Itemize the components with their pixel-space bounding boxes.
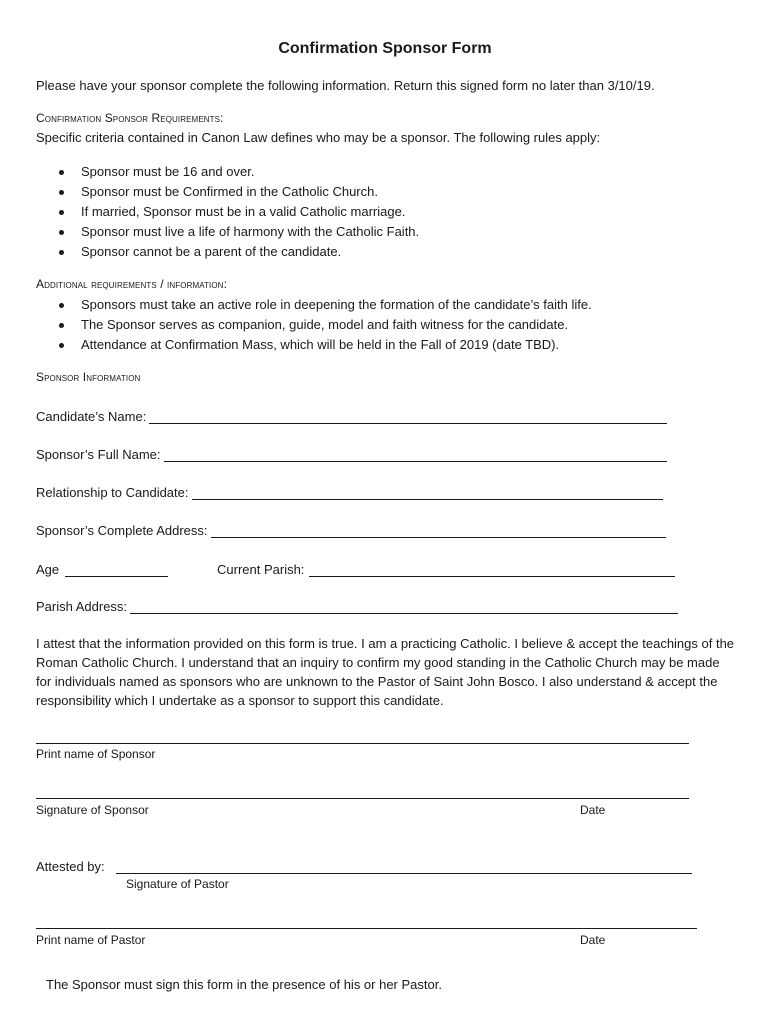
list-item: Attendance at Confirmation Mass, which will be held in the Fall of 2019 (date TBD). [58, 335, 592, 355]
list-item: Sponsor must be 16 and over. [58, 162, 419, 182]
pastor-signature-line[interactable] [116, 873, 692, 874]
date-label: Date [580, 933, 606, 947]
print-name-pastor-line[interactable] [36, 928, 697, 929]
current-parish-label: Current Parish: [217, 562, 305, 577]
date-label: Date [580, 803, 606, 817]
sponsor-address-label: Sponsor’s Complete Address: [36, 523, 208, 538]
current-parish-field [217, 559, 675, 577]
signature-pastor-label: Signature of Pastor [126, 877, 229, 891]
attested-by-label: Attested by: [36, 859, 105, 874]
intro-text: Please have your sponsor complete the following information. Return this signed form no later than 3/10/19. [36, 78, 655, 93]
print-name-sponsor-line[interactable] [36, 743, 689, 744]
parish-address-field [36, 596, 678, 614]
sponsor-full-name-label: Sponsor’s Full Name: [36, 447, 161, 462]
age-field [36, 559, 168, 577]
print-name-pastor-label: Print name of Pastor [36, 933, 146, 947]
candidate-name-label: Candidate’s Name: [36, 409, 147, 424]
parish-address-input[interactable] [130, 599, 678, 614]
list-item: The Sponsor serves as companion, guide, model and faith witness for the candidate. [58, 315, 592, 335]
additional-heading: Additional requirements / information: [36, 277, 227, 291]
additional-list [58, 295, 592, 355]
list-item: Sponsor must live a life of harmony with the Catholic Faith. [58, 222, 419, 242]
sponsor-full-name-input[interactable] [164, 447, 667, 462]
relationship-field [36, 482, 663, 500]
footer-note: The Sponsor must sign this form in the presence of his or her Pastor. [46, 977, 442, 992]
current-parish-input[interactable] [309, 562, 675, 577]
list-item: Sponsor cannot be a parent of the candidate. [58, 242, 419, 262]
relationship-label: Relationship to Candidate: [36, 485, 189, 500]
sponsor-address-input[interactable] [211, 523, 666, 538]
list-item: If married, Sponsor must be in a valid Catholic marriage. [58, 202, 419, 222]
candidate-name-field [36, 406, 667, 424]
age-input[interactable] [65, 562, 168, 577]
signature-sponsor-label: Signature of Sponsor [36, 803, 149, 817]
relationship-input[interactable] [192, 485, 663, 500]
page-title: Confirmation Sponsor Form [278, 40, 492, 57]
print-name-sponsor-label: Print name of Sponsor [36, 747, 156, 761]
requirements-heading: Confirmation Sponsor Requirements: [36, 111, 224, 125]
requirements-list [58, 162, 419, 262]
requirements-text: Specific criteria contained in Canon Law defines who may be a sponsor. The following rules apply: [36, 130, 601, 145]
parish-address-label: Parish Address: [36, 599, 128, 614]
sponsor-full-name-field [36, 444, 667, 462]
age-label: Age [36, 562, 60, 577]
signature-sponsor-line[interactable] [36, 798, 689, 799]
candidate-name-input[interactable] [149, 409, 667, 424]
list-item: Sponsor must be Confirmed in the Catholic Church. [58, 182, 419, 202]
sponsor-address-field [36, 520, 666, 538]
list-item: Sponsors must take an active role in deepening the formation of the candidate’s faith life. [58, 295, 592, 315]
sponsor-info-heading: Sponsor Information [36, 370, 141, 384]
attestation-paragraph: I attest that the information provided on this form is true. I am a practicing Catholic. I believe & accept the teachings of the Roman Catholic Church. I understand that an inquiry to confirm my good standing in the Catholic Church may be made for individuals named as sponsors who are unknown to the Pastor of Saint John Bosco. I also understand & accept the responsibility which I undertake as a sponsor to support this candidate. [36, 636, 735, 708]
